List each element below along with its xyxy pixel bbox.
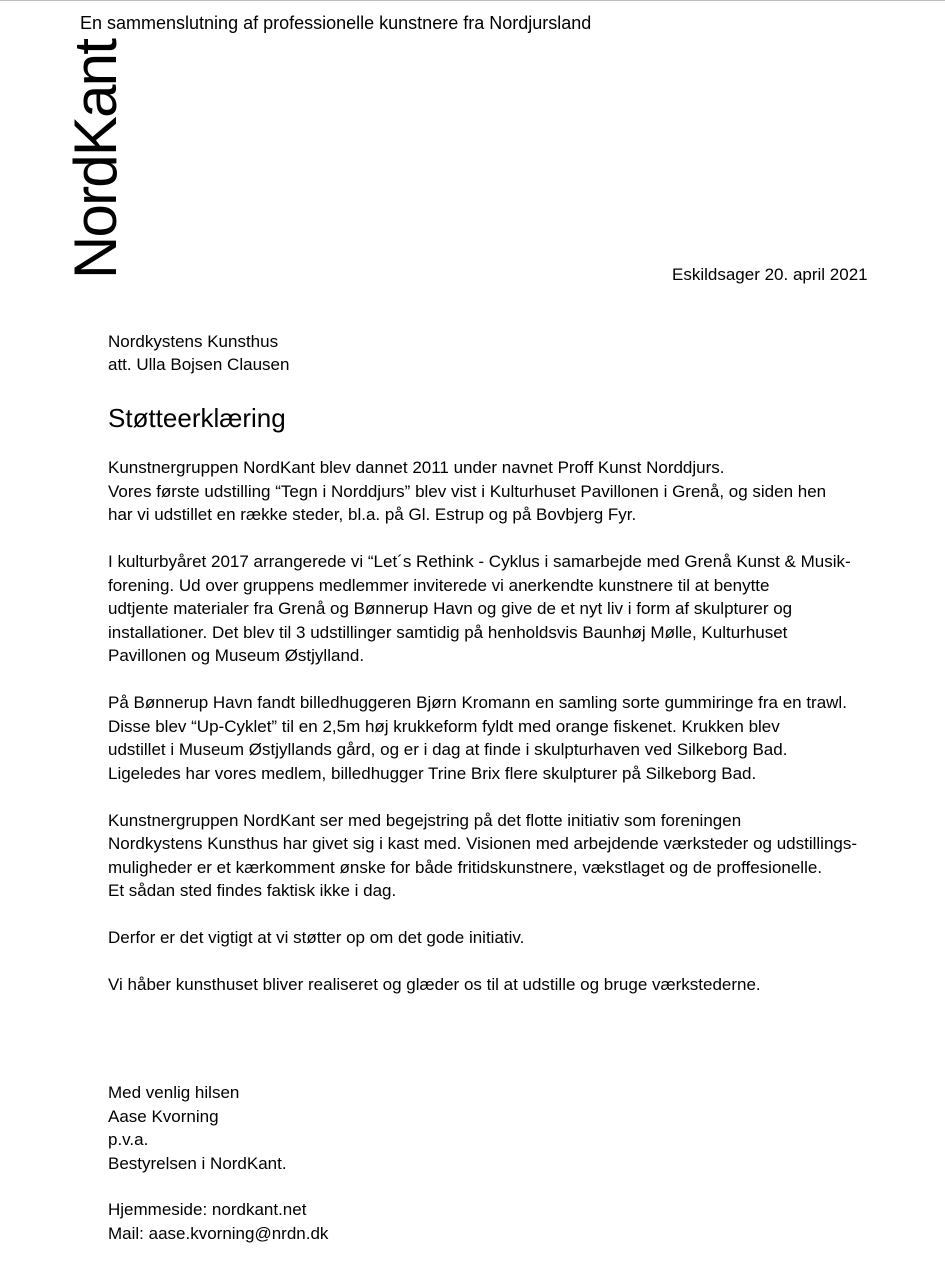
closing-greeting: Med venlig hilsen xyxy=(108,1083,240,1102)
logo-text: NordKant xyxy=(62,39,129,279)
website-line: Hjemmeside: nordkant.net xyxy=(108,1200,307,1219)
body-line: har vi udstillet en række steder, bl.a. på Gl. Estrup og på Bovbjerg Fyr. xyxy=(108,505,637,524)
body-line: Et sådan sted findes faktisk ikke i dag. xyxy=(108,881,397,900)
contact-block xyxy=(108,1198,328,1245)
body-line: Disse blev “Up-Cyklet” til en 2,5m høj krukkeform fyldt med orange fiskenet. Krukken blev xyxy=(108,716,780,736)
body-line: Pavillonen og Museum Østjylland. xyxy=(108,646,365,665)
body-line: installationer. Det blev til 3 udstillinger samtidig på henholdsvis Baunhøj Mølle, Kulturhuset xyxy=(108,622,788,642)
body-paragraph xyxy=(108,456,908,527)
body-line: Derfor er det vigtigt at vi støtter op om det gode initiativ. xyxy=(108,928,525,947)
body-line: Vores første udstilling “Tegn i Norddjurs” blev vist i Kulturhuset Pavillonen i Grenå, og siden hen xyxy=(108,481,827,501)
body-line: I kulturbyåret 2017 arrangerede vi “Let´s Rethink - Cyklus i samarbejde med Grenå Kunst & Musik- xyxy=(108,552,851,571)
letter-date: Eskildsager 20. april 2021 xyxy=(672,265,868,284)
letter-heading: Støtteerklæring xyxy=(108,403,286,433)
body-line: Kunstnergruppen NordKant ser med begejstring på det flotte initiativ som foreningen xyxy=(108,810,742,830)
board-name: Bestyrelsen i NordKant. xyxy=(108,1153,287,1173)
body-paragraph xyxy=(108,809,908,903)
body-line: På Bønnerup Havn fandt billedhuggeren Bjørn Kromann en samling sorte gummiringe fra en trawl. xyxy=(108,693,847,712)
letter-body xyxy=(108,456,908,1020)
mail-line: Mail: aase.kvorning@nrdn.dk xyxy=(108,1223,329,1243)
body-paragraph xyxy=(108,691,908,785)
recipient-attention: att. Ulla Bojsen Clausen xyxy=(108,355,290,374)
body-line: Vi håber kunsthuset bliver realiseret og glæder os til at udstille og bruge værkstederne. xyxy=(108,975,761,994)
nordkant-logo xyxy=(22,34,129,279)
body-line: forening. Ud over gruppens medlemmer inviterede vi anerkendte kunstnere til at benytte xyxy=(108,575,770,595)
body-line: Kunstnergruppen NordKant blev dannet 2011 under navnet Proff Kunst Norddjurs. xyxy=(108,458,725,477)
recipient-organization: Nordkystens Kunsthus xyxy=(108,332,279,351)
top-divider xyxy=(0,0,945,1)
body-paragraph xyxy=(108,926,908,950)
closing-block xyxy=(108,1081,287,1175)
body-line: Ligeledes har vores medlem, billedhugger Trine Brix flere skulpturer på Silkeborg Bad. xyxy=(108,763,757,783)
on-behalf-of: p.v.a. xyxy=(108,1130,149,1149)
recipient-block xyxy=(108,330,289,376)
body-line: udtjente materialer fra Grenå og Bønnerup Havn og give de et nyt liv i form af skulpturer og xyxy=(108,599,793,618)
body-line: udstillet i Museum Østjyllands gård, og er i dag at finde i skulpturhaven ved Silkeborg Bad. xyxy=(108,740,788,759)
body-paragraph xyxy=(108,550,908,668)
signer-name: Aase Kvorning xyxy=(108,1106,219,1126)
body-line: Nordkystens Kunsthus har givet sig i kast med. Visionen med arbejdende værksteder og udstillings- xyxy=(108,834,858,853)
body-paragraph xyxy=(108,973,908,997)
letterhead-tagline: En sammenslutning af professionelle kunstnere fra Nordjursland xyxy=(80,13,592,33)
body-line: muligheder er et kærkomment ønske for både fritidskunstnere, vækstlaget og de proffesionelle. xyxy=(108,857,823,877)
